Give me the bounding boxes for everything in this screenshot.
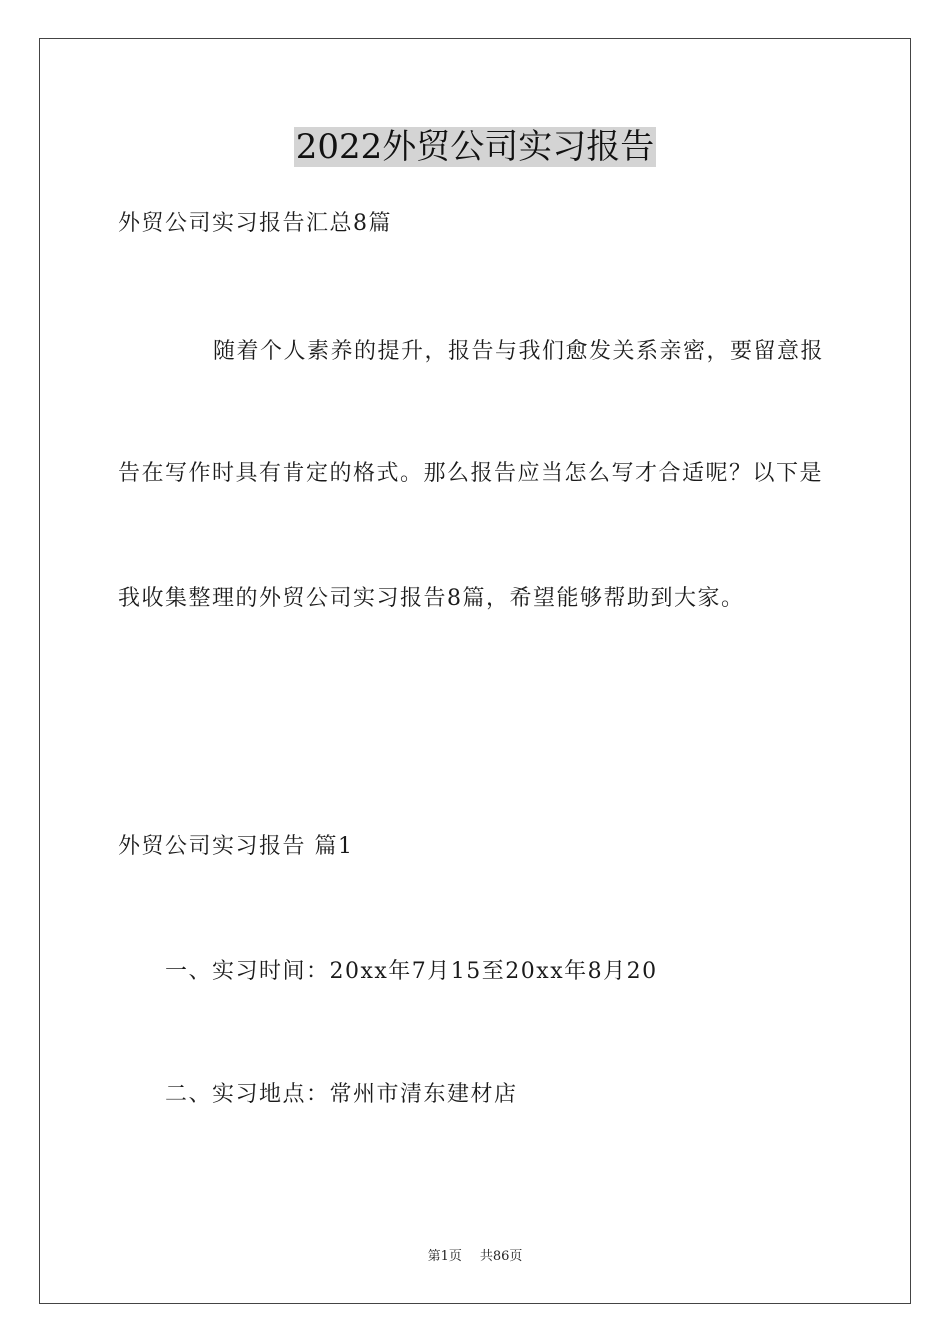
title-container [0, 127, 950, 167]
page-number: 第1页 [427, 1249, 462, 1264]
intro-line-2: 告在写作时具有肯定的格式。那么报告应当怎么写才合适呢？以下是 [118, 461, 824, 486]
document-subtitle: 外贸公司实习报告汇总8篇 [118, 211, 392, 236]
item-internship-time: 一、实习时间：20xx年7月15至20xx年8月20 [165, 959, 658, 984]
page-total: 共86页 [479, 1249, 523, 1264]
intro-line-3: 我收集整理的外贸公司实习报告8篇，希望能够帮助到大家。 [118, 586, 745, 611]
page-footer [0, 1248, 950, 1266]
document-title: 2022外贸公司实习报告 [295, 127, 655, 167]
section-heading: 外贸公司实习报告 篇1 [118, 834, 354, 859]
intro-line-1: 随着个人素养的提升，报告与我们愈发关系亲密，要留意报 [213, 339, 825, 364]
item-internship-location: 二、实习地点：常州市清东建材店 [165, 1082, 518, 1107]
